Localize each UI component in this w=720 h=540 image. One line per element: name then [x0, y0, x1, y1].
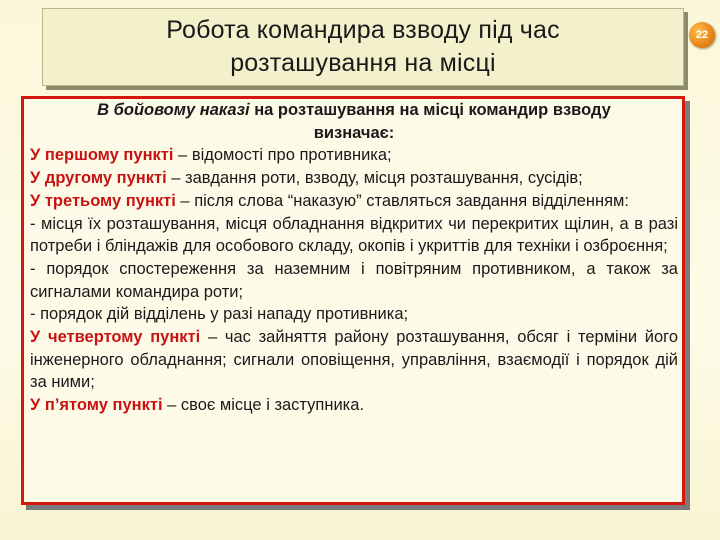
- point-1-keyword: У першому пункті: [30, 146, 174, 165]
- point-3-keyword: У третьому пункті: [30, 191, 176, 210]
- point-2-keyword: У другому пункті: [30, 169, 167, 188]
- paragraph-subitem-1: - місця їх розташування, місця обладнання відкритих чи перекритих щілин, а в разі потреби і бліндажів для особового складу, окопів і укриттів для техніки і озброєння;: [30, 214, 678, 256]
- title-line-1: Робота командира взводу під час: [166, 16, 560, 44]
- point-4-text: – час зайняття району розташування, обсяг і терміни його інженерного обладнання; сигнали оповіщення, управління, взаємодії і порядок дій за ними;: [30, 328, 679, 392]
- point-3-text: – після слова “наказую” ставляться завдання відділенням:: [175, 191, 629, 210]
- paragraph-subitem-2: - порядок спостереження за наземним і повітряним противником, а також за сигналами командира роти;: [30, 259, 678, 301]
- point-1-text: – відомості про противника;: [173, 146, 392, 165]
- paragraph-point-1: [30, 144, 678, 167]
- content-box: [21, 96, 685, 505]
- intro-text: [30, 99, 678, 144]
- title-line-2: розташування на місці: [230, 49, 496, 77]
- point-2-text: – завдання роти, взводу, місця розташування, сусідів;: [166, 169, 583, 188]
- intro-end: визначає:: [313, 123, 395, 142]
- page-number-badge: 22: [689, 22, 715, 48]
- paragraph-point-3: [30, 190, 678, 213]
- paragraph-subitem-3: - порядок дій відділень у разі нападу противника;: [30, 305, 409, 324]
- point-5-text: – своє місце і заступника.: [162, 396, 365, 415]
- paragraph-point-5: [30, 394, 678, 417]
- paragraph-point-2: [30, 167, 678, 190]
- point-4-keyword: У четвертому пункті: [30, 328, 201, 347]
- slide-title: [166, 14, 560, 80]
- point-5-keyword: У п’ятому пункті: [30, 396, 163, 415]
- title-box: [42, 8, 684, 86]
- intro-emphasis: В бойовому наказі: [97, 101, 250, 119]
- intro-rest: на розташування на місці командир взводу: [249, 101, 611, 119]
- paragraph-point-4: [30, 326, 678, 394]
